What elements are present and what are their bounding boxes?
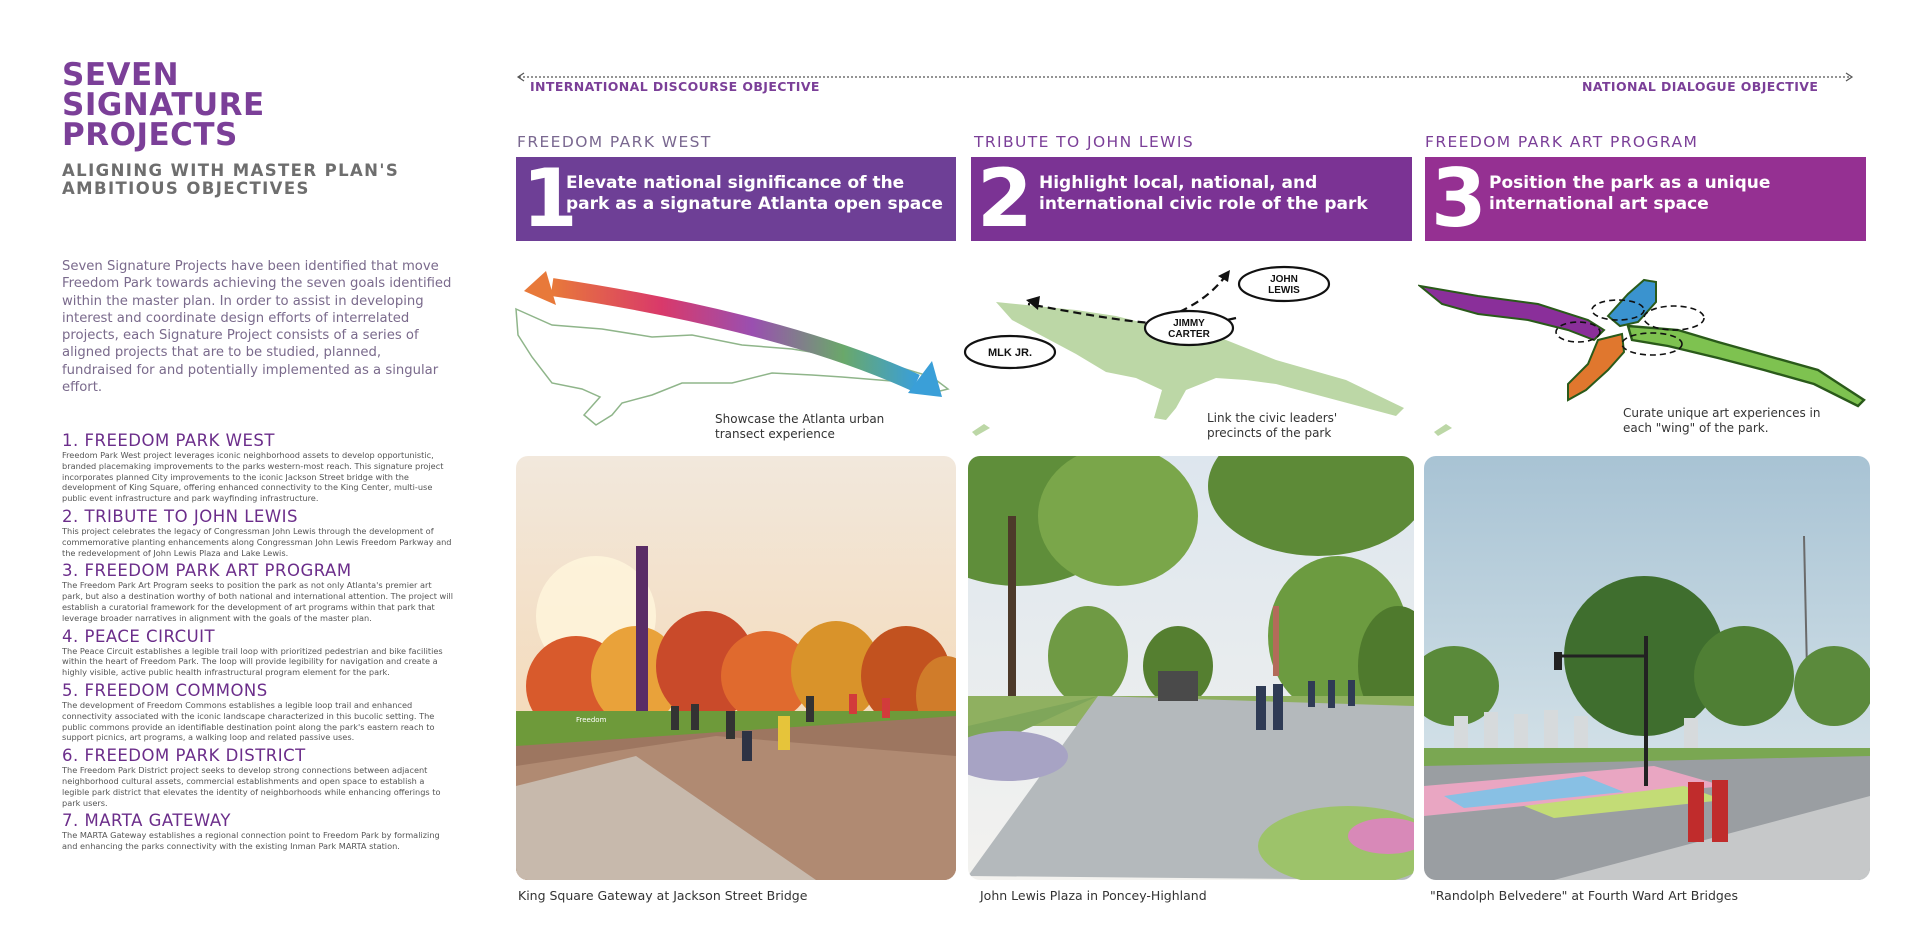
carter-label-line: JIMMY bbox=[1173, 318, 1205, 329]
photo-sign: Freedom bbox=[576, 716, 607, 724]
photo-caption: King Square Gateway at Jackson Street Bridge bbox=[518, 888, 808, 903]
objective-left-label: INTERNATIONAL DISCOURSE OBJECTIVE bbox=[530, 79, 820, 94]
title-line: PROJECTS bbox=[62, 117, 238, 153]
civic-leaders-diagram bbox=[956, 255, 1416, 445]
project-description: This project celebrates the legacy of Congressman John Lewis through the development of commemorative planting enhancements along Congressman John Lewis Freedom Parkway and the redevelopment of John Lewis Plaza and Lake Lewis. bbox=[62, 525, 452, 558]
wing-green bbox=[1628, 326, 1864, 406]
caption-line: each "wing" of the park. bbox=[1623, 421, 1769, 435]
banner-text bbox=[566, 173, 943, 215]
objective-banner bbox=[971, 152, 1412, 245]
page-title bbox=[62, 57, 422, 153]
project-heading: 2. TRIBUTE TO JOHN LEWIS bbox=[62, 506, 298, 526]
diagram-caption bbox=[715, 412, 884, 442]
photo-king-square bbox=[516, 456, 956, 880]
title-line: SIGNATURE bbox=[62, 87, 265, 123]
objective-banner bbox=[1425, 152, 1866, 245]
banner-line: Highlight local, national, and bbox=[1039, 173, 1318, 193]
project-heading: 7. MARTA GATEWAY bbox=[62, 811, 231, 831]
wing-orange bbox=[1568, 334, 1624, 400]
project-item bbox=[62, 432, 454, 504]
project-description: The development of Freedom Commons establishes a legible loop trail and enhanced connectivity associated with the iconic landscape characterized in this bucolic setting. The public commons provide an identifiable destination point along the park's eastern reach to support picnics, art programs, a walking loop and related passive uses. bbox=[62, 699, 435, 743]
column-category: FREEDOM PARK ART PROGRAM bbox=[1425, 133, 1699, 151]
banner-number: 1 bbox=[522, 152, 578, 245]
caption-line: Link the civic leaders' bbox=[1207, 411, 1338, 425]
project-item bbox=[62, 682, 454, 743]
banner-number: 2 bbox=[977, 152, 1033, 245]
carter-label-line: CARTER bbox=[1168, 329, 1210, 340]
project-heading: 4. PEACE CIRCUIT bbox=[62, 626, 216, 646]
wing-purple bbox=[1420, 286, 1604, 340]
subtitle-line: AMBITIOUS OBJECTIVES bbox=[62, 179, 310, 198]
rendering-image bbox=[1424, 456, 1870, 880]
banner-line: international art space bbox=[1489, 194, 1709, 214]
title-line: SEVEN bbox=[62, 57, 180, 93]
banner-text bbox=[1039, 173, 1368, 215]
project-heading: 5. FREEDOM COMMONS bbox=[62, 680, 268, 700]
caption-line: precincts of the park bbox=[1207, 426, 1332, 440]
photo-caption: "Randolph Belvedere" at Fourth Ward Art Bridges bbox=[1430, 888, 1739, 903]
rendering-image bbox=[516, 456, 956, 880]
mlk-label: MLK JR. bbox=[988, 347, 1032, 359]
column-category: FREEDOM PARK WEST bbox=[517, 133, 712, 151]
lewis-label-line: JOHN bbox=[1270, 274, 1298, 285]
banner-line: international civic role of the park bbox=[1039, 194, 1368, 214]
lewis-label-line: LEWIS bbox=[1268, 285, 1300, 296]
banner-line: park as a signature Atlanta open space bbox=[566, 194, 943, 214]
banner-line: Position the park as a unique bbox=[1489, 173, 1771, 193]
photo-john-lewis-plaza bbox=[968, 456, 1414, 880]
photo-caption: John Lewis Plaza in Poncey-Highland bbox=[980, 888, 1207, 903]
objective-right-label: NATIONAL DIALOGUE OBJECTIVE bbox=[1582, 79, 1819, 94]
banner-line: Elevate national significance of the bbox=[566, 173, 905, 193]
project-description: The MARTA Gateway establishes a regional connection point to Freedom Park by formalizing and enhancing the parks connectivity with the existing Inman Park MARTA station. bbox=[62, 830, 440, 852]
caption-line: transect experience bbox=[715, 427, 835, 441]
banner-text bbox=[1489, 173, 1770, 215]
intro-paragraph: Seven Signature Projects have been identified that move Freedom Park towards achieving the seven goals identified within the master plan. In order to assist in developing interest and coordinate design efforts of interrelated projects, each Signature Project consists of a series of aligned projects that are to be studied, planned, fundraised for and potentially implemented as a singular effort. bbox=[62, 259, 452, 396]
rendering-image bbox=[968, 456, 1414, 880]
project-description: The Freedom Park District project seeks to develop strong connections between adjacent neighborhood cultural assets, commercial establishments and open space to establish a legible park district that elevates the identity of neighborhoods while enhancing offerings to park users. bbox=[62, 765, 441, 808]
project-heading: 6. FREEDOM PARK DISTRICT bbox=[62, 746, 306, 766]
project-description: The Freedom Park Art Program seeks to position the park as not only Atlanta's premier art park, but also a destination worthy of both national and international attention. The project will establish a curatorial framework for the development of art programs within that park that leverage broader narratives in alignment with the goals of the master plan. bbox=[62, 580, 454, 623]
caption-line: Curate unique art experiences in bbox=[1623, 406, 1821, 420]
project-item bbox=[62, 562, 454, 623]
project-heading: 3. FREEDOM PARK ART PROGRAM bbox=[62, 561, 352, 581]
column-category: TRIBUTE TO JOHN LEWIS bbox=[974, 133, 1195, 151]
gradient-arrow bbox=[552, 287, 916, 383]
project-item bbox=[62, 508, 454, 558]
page-subtitle bbox=[62, 162, 422, 198]
title-block bbox=[62, 57, 422, 198]
objective-banner bbox=[516, 152, 956, 245]
project-heading: 1. FREEDOM PARK WEST bbox=[62, 431, 275, 450]
project-item bbox=[62, 628, 454, 678]
project-item bbox=[62, 812, 454, 852]
project-description: Freedom Park West project leverages iconic neighborhood assets to develop opportunistic, branded placemaking improvements to the parks western-most reach. This signature project incorporates planned City improvements to the iconic Jackson Street bridge with the development of King Square, offering enhanced connectivity to the King Center, multi-use public event infrastructure and park wayfinding infrastructure. bbox=[62, 450, 444, 504]
project-list bbox=[62, 432, 454, 856]
caption-line: Showcase the Atlanta urban bbox=[715, 412, 885, 426]
photo-randolph-belvedere bbox=[1424, 456, 1870, 880]
diagram-caption bbox=[1207, 411, 1337, 441]
project-description: The Peace Circuit establishes a legible trail loop with prioritized pedestrian and bike facilities within the heart of Freedom Park. The loop will provide legibility for navigation and create a highly visible, active public health infrastructural program element for the park. bbox=[62, 645, 443, 678]
subtitle-line: ALIGNING WITH MASTER PLAN'S bbox=[62, 161, 400, 180]
banner-number: 3 bbox=[1431, 152, 1487, 245]
diagram-caption bbox=[1623, 406, 1820, 436]
project-item bbox=[62, 747, 454, 808]
